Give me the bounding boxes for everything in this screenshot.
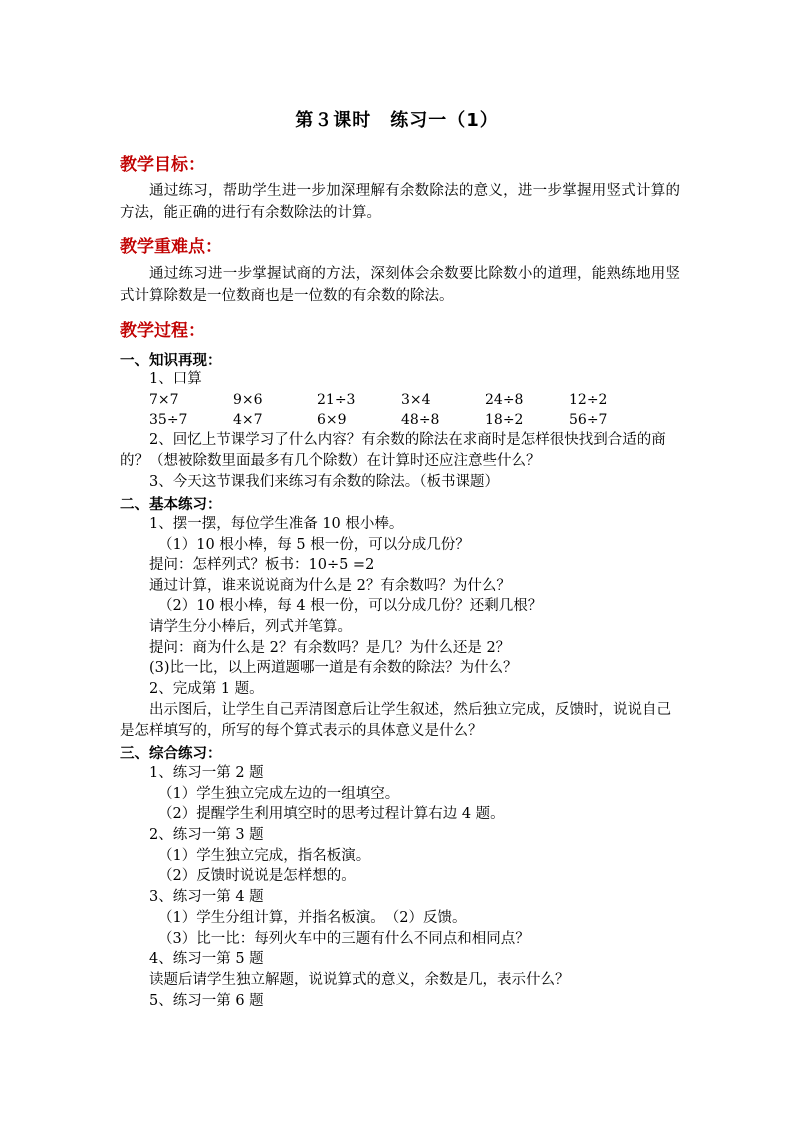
oral-calc-cell: 7×7 (149, 392, 179, 408)
part3-line-12: 5、练习一第 6 题 (149, 993, 264, 1009)
part2-line-9: 2、完成第 1 题。 (149, 681, 264, 697)
part2-heading: 二、基本练习： (120, 497, 222, 513)
part2-line-5: （2）10 根小棒，每 4 根一份，可以分成几份？还剩几根？ (158, 598, 543, 614)
part3-line-2: （1）学生独立完成左边的一组填空。 (158, 786, 400, 802)
oral-calc-cell: 56÷7 (569, 412, 608, 428)
part3-line-1: 1、练习一第 2 题 (149, 765, 264, 781)
oral-calc-cell: 4×7 (233, 412, 263, 428)
part1-item2: 2、回忆上节课学习了什么内容？有余数的除法在求商时是怎样很快找到合适的商的？（想被除数里面最多有几个除数）在计算时还应注意些什么？ (120, 432, 666, 469)
part2-line-10: 出示图后，让学生自己弄清图意后让学生叙述，然后独立完成，反馈时，说说自己是怎样填写的，所写的每个算式表示的具体意义是什么？ (120, 702, 671, 739)
part3-line-6: （2）反馈时说说是怎样想的。 (158, 868, 356, 884)
oral-calc-cell: 9×6 (233, 392, 263, 408)
oral-calc-row-1 (149, 390, 653, 410)
part3-line-3: （2）提醒学生利用填空时的思考过程计算右边 4 题。 (158, 806, 505, 822)
part1-heading: 一、知识再现： (120, 353, 222, 369)
part3-line-5: （1）学生独立完成，指名板演。 (158, 848, 371, 864)
part3-heading: 三、综合练习： (120, 746, 222, 762)
part1-item3: 3、今天这节课我们来练习有余数的除法。（板书课题） (149, 474, 499, 490)
oral-calc-row-2 (149, 410, 653, 430)
part2-line-7: 提问：商为什么是 2？有余数吗？是几？为什么还是 2？ (149, 640, 511, 656)
oral-calc-cell: 24÷8 (485, 392, 524, 408)
key-points-paragraph: 通过练习进一步掌握试商的方法，深刻体会余数要比除数小的道理，能熟练地用竖式计算除数是一位数商也是一位数的有余数的除法。 (120, 266, 680, 304)
part3-line-8: （1）学生分组计算，并指名板演。 （2）反馈。 (158, 910, 467, 926)
part2-line-1: 1、摆一摆，每位学生准备 10 根小棒。 (149, 516, 404, 532)
part3-line-7: 3、练习一第 4 题 (149, 889, 264, 905)
part2-line-2: （1）10 根小棒，每 5 根一份，可以分成几份？ (158, 537, 470, 553)
process-heading: 教学过程： (120, 321, 205, 341)
part3-line-4: 2、练习一第 3 题 (149, 827, 264, 843)
oral-calc-cell: 6×9 (317, 412, 347, 428)
goals-paragraph: 通过练习，帮助学生进一步加深理解有余数除法的意义，进一步掌握用竖式计算的方法，能正确的进行有余数除法的计算。 (120, 183, 680, 221)
part3-line-11: 读题后请学生独立解题，说说算式的意义，余数是几，表示什么？ (149, 972, 570, 988)
oral-calc-cell: 21÷3 (317, 392, 356, 408)
part1-item1: 1、口算 (149, 371, 202, 387)
oral-calc-cell: 18÷2 (485, 412, 524, 428)
goals-heading: 教学目标： (120, 155, 205, 175)
oral-calc-cell: 3×4 (401, 392, 431, 408)
part2-line-3: 提问：怎样列式？板书：10÷5 =2 (149, 557, 375, 573)
oral-calc-cell: 48÷8 (401, 412, 440, 428)
oral-calc-cell: 35÷7 (149, 412, 188, 428)
part3-line-10: 4、练习一第 5 题 (149, 951, 264, 967)
part2-line-8: (3)比一比，以上两道题哪一道是有余数的除法？为什么？ (149, 660, 518, 676)
part2-line-6: 请学生分小棒后，列式并笔算。 (149, 619, 352, 635)
part2-line-4: 通过计算，谁来说说商为什么是 2？有余数吗？为什么？ (149, 578, 511, 594)
key-points-heading: 教学重难点： (120, 237, 222, 257)
part3-line-9: （3）比一比：每列火车中的三题有什么不同点和相同点？ (158, 931, 530, 947)
page-title: 第３课时 练习一（1） (295, 110, 499, 131)
oral-calc-cell: 12÷2 (569, 392, 608, 408)
